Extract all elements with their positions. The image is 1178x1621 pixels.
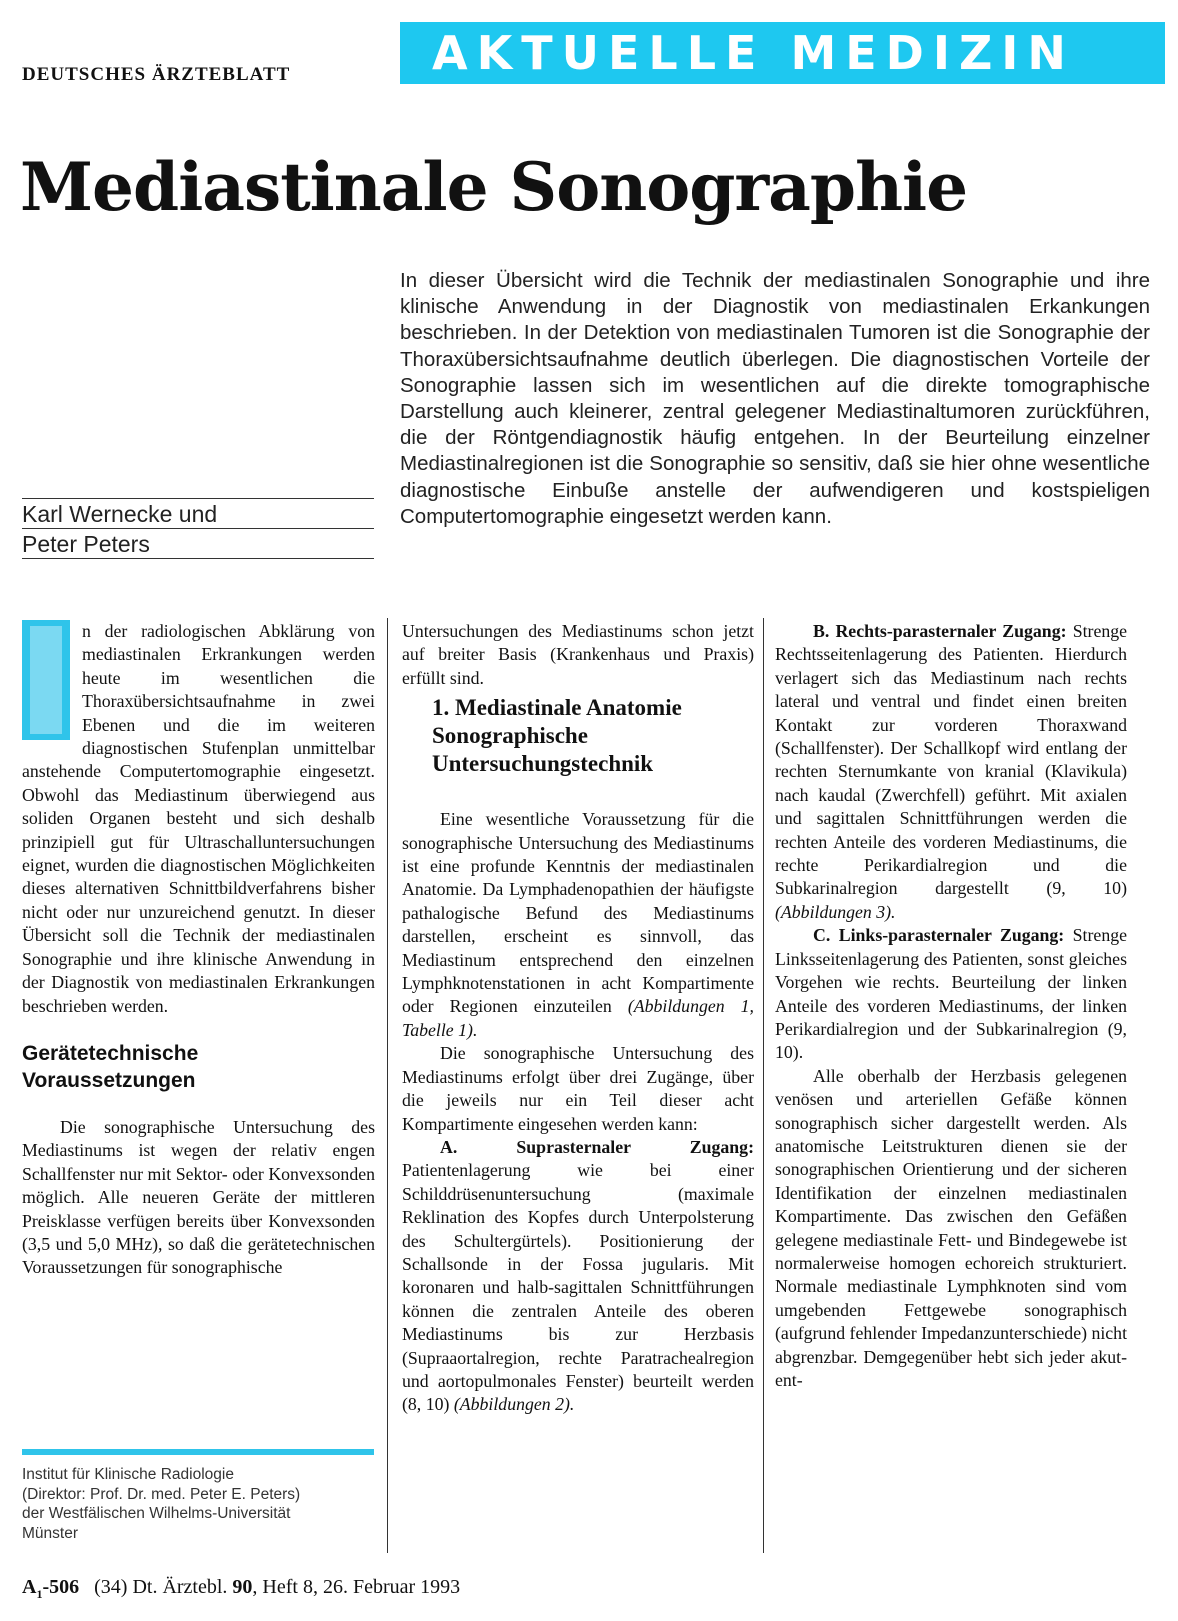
body-column-3 (775, 620, 1127, 1392)
citation: (34) Dt. Ärztebl. (94, 1576, 228, 1598)
citation-rest: , Heft 8, 26. Februar 1993 (252, 1576, 461, 1598)
affiliation-line: Institut für Klinische Radiologie (22, 1466, 234, 1483)
affiliation (22, 1465, 374, 1543)
paragraph-text: Strenge Rechtsseitenlagerung des Patienten. Hierdurch verlagert sich das Mediastinum nach rechts lateral und ventral und findet einen breiten Kontakt zur vorderen Thoraxwand (Schallfenster). Der Schallkopf wird entlang der rechten Sternumkante von kranial (Klavikula) nach kaudal (Zwerchfell) geführt. Mit axialen und sagittalen Schnittführungen werden die rechten Anteile des vorderen Mediastinums, die rechte Perikardialregion und die Subkarinalregion dargestellt (9, 10) (775, 621, 1128, 899)
section-banner (400, 22, 1165, 84)
affiliation-bar (22, 1449, 374, 1455)
intro-paragraph: n der radiologischen Abklärung von mediastinalen Erkrankungen werden heute im wesentlichen die Thoraxübersichtsaufnahme in zwei Ebenen und die im weiteren diagnostischen Stufenplan unmittelbar anstehende Computertomographie eingesetzt. Obwohl das Mediastinum überwiegend aus soliden Organen besteht und sich deshalb prinzipiell gut für Ultraschalluntersuchungen eignet, wurden die diagnostischen Möglichkeiten dieses alternativen Schnittbildverfahrens bisher nicht oder nur unzureichend genutzt. In dieser Übersicht soll die Technik der mediastinalen Sonographie und ihre klinische Anwendung in der Diagnostik von mediastinalen Erkrankungen beschrieben werden. (22, 621, 375, 1016)
body-paragraph: Die sonographische Untersuchung des Mediastinums ist wegen der relativ engen Schallfenster nur mit Sektor- oder Konvexsonden möglich. Alle neueren Geräte der mittleren Preisklasse verfügen bereits über Konvexsonden (3,5 und 5,0 MHz), so daß die gerätetechnischen Voraussetzungen für sonographische (22, 1116, 375, 1278)
body-paragraph: Alle oberhalb der Herzbasis gelegenen venösen und arteriellen Gefäße können sonographisch sicher dargestellt werden. Als anatomische Leitstrukturen dienen sie der sonographischen Orientierung und der sicheren Identifikation der einzelnen mediastinalen Kompartimente. Das zwischen den Gefäßen gelegene mediastinale Fett- und Bindegewebe ist normalerweise homogen echoreich strukturiert. Normale mediastinale Lymphknoten sind vom umgebenden Fettgewebe sonographisch (aufgrund fehlender Impedanzunterschiede) nicht abgrenzbar. Demgegenüber hebt sich jeder akut-ent- (775, 1065, 1128, 1390)
affiliation-line: Münster (22, 1524, 78, 1542)
body-column-2 (402, 620, 754, 1417)
paragraph-text: Eine wesentliche Voraussetzung für die sonographische Untersuchung des Mediastinums ist eine profunde Kenntnis der mediastinalen Anatomie. Da Lymphadenopathien der häufigste pathalogische Befund des Mediastinums darstellen, erscheint es sinnvoll, das Mediastinum entsprechend den einzelnen Lymphknotenstationen in acht Kompartimente oder Regionen einzuteilen (402, 809, 754, 1017)
body-paragraph (775, 924, 1127, 1064)
body-paragraph: Die sonographische Untersuchung des Mediastinums erfolgt über drei Zugänge, über die jeweils nur ein Teil dieser acht Kompartimente eingesehen werden kann: (402, 1043, 754, 1134)
author-block (22, 498, 374, 559)
paragraph-text: Strenge Linksseitenlagerung des Patienten, sonst gleiches Vorgehen wie rechts. Beurteilung der linken Anteile des vorderen Mediastinums, der linken Perikardialregion und der Subkarinalregion (9, 10). (775, 925, 1127, 1063)
author-line: Karl Wernecke und (22, 498, 374, 528)
section-heading: Gerätetechnische Voraussetzungen (22, 1041, 199, 1092)
figure-reference: (Abbildungen 2). (453, 1394, 575, 1415)
affiliation-line: (Direktor: Prof. Dr. med. Peter E. Peters) (22, 1485, 301, 1503)
column-rule (387, 618, 388, 1553)
body-paragraph (775, 620, 1127, 924)
page-footer (22, 1576, 460, 1602)
page-number: $A_1-506$ (22, 1576, 80, 1601)
body-column-1 (22, 620, 375, 1280)
section-heading: 1. Mediastinale Anatomie Sonographische Untersuchungstechnik (432, 695, 682, 777)
drop-cap-glyph (22, 620, 70, 740)
run-in-heading: A. Suprasternaler Zugang: (440, 1136, 754, 1157)
drop-cap (22, 620, 70, 740)
body-paragraph (402, 1136, 754, 1417)
author-line: Peter Peters (22, 528, 374, 559)
body-paragraph (402, 808, 754, 1042)
figure-reference: (Abbildungen 1, Tabelle 1). (402, 996, 754, 1040)
section-banner-label: AKTUELLE MEDIZIN (432, 26, 1075, 80)
volume-number: 90 (232, 1576, 253, 1598)
run-in-heading: C. Links-parasternaler Zugang: (813, 925, 1065, 946)
column-rule (763, 618, 764, 1553)
article-abstract: In dieser Übersicht wird die Technik der mediastinalen Sonographie und ihre klinische Anwendung in der Diagnostik von mediastinalen Erkankungen beschrieben. In der Detektion von mediastinalen Tumoren ist die Sonographie der Thoraxübersichtsaufnahme deutlich überlegen. Die diagnostischen Vorteile der Sonographie lassen sich im wesentlichen auf die direkte tomographische Darstellung auch kleinerer, zentral gelegener Mediastinaltumoren zurückführen, die der Röntgendiagnostik häufig entgehen. In der Beurteilung einzelner Mediastinalregionen ist die Sonographie so sensitiv, daß sie hier ohne wesentliche diagnostische Einbuße anstelle der aufwendigeren und kostspieligen Computertomographie eingesetzt werden kann. (400, 269, 1150, 528)
body-paragraph: Untersuchungen des Mediastinums schon jetzt auf breiter Basis (Krankenhaus und Praxis) erfüllt sind. (402, 621, 754, 688)
paragraph-text: Patientenlagerung wie bei einer Schilddrüsenuntersuchung (maximale Reklination des Kopfes durch Unterpolsterung des Schultergürtels). Positionierung der Schallsonde in der Fossa jugularis. Mit koronaren und halb-sagittalen Schnittführungen können die zentralen Anteile des oberen Mediastinums bis zur Herzbasis (Supraaortalregion, rechte Paratrachealregion und aortopulmonales Fenster) beurteilt werden (8, 10) (402, 1160, 754, 1415)
run-in-heading: B. Rechts-parasternaler Zugang: (813, 621, 1067, 641)
affiliation-line: der Westfälischen Wilhelms-Universität (22, 1505, 291, 1522)
article-title: Mediastinale Sonographie (20, 148, 968, 226)
figure-reference: (Abbildungen 3). (775, 901, 896, 922)
journal-name: DEUTSCHES ÄRZTEBLATT (22, 64, 291, 85)
